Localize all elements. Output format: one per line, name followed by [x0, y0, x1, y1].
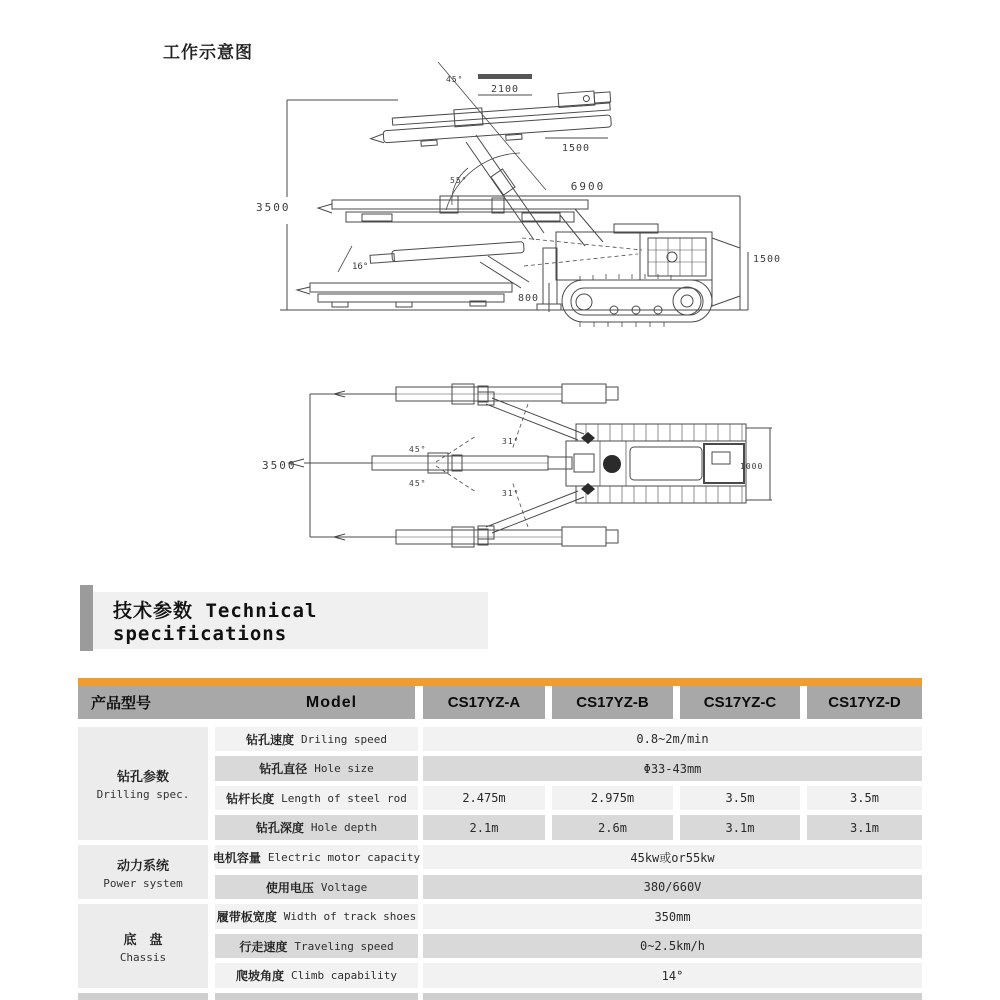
label-cn: 爬坡角度	[236, 969, 285, 983]
spec-value-track-width: 350mm	[423, 904, 922, 929]
label-en: Climb capability	[291, 969, 397, 982]
angle-label-45-side: 45°	[446, 75, 464, 84]
model-header-en: Model	[305, 693, 358, 711]
category-cell-drilling	[78, 727, 208, 840]
label-en: Length of steel rod	[281, 791, 407, 805]
label-cn: 行走速度	[239, 939, 288, 954]
label-en: Hole size	[314, 762, 374, 775]
partial-row-category	[78, 993, 208, 1000]
label-en: Driling speed	[300, 732, 388, 746]
model-column-header-d: CS17YZ-D	[807, 686, 922, 719]
label-en: Traveling speed	[294, 939, 394, 953]
dimension-label-1000: 1000	[740, 462, 764, 471]
dimension-label-1500-feed: 1500	[561, 143, 591, 154]
label-en: Width of track shoes	[283, 910, 417, 923]
spec-value-hole-depth-c: 3.1m	[680, 815, 800, 840]
label-cn: 电机容量	[212, 850, 261, 865]
angle-label-31-lower: 31°	[502, 489, 520, 498]
model-column-header-b: CS17YZ-B	[552, 686, 673, 719]
model-column-header-a: CS17YZ-A	[423, 686, 545, 719]
spec-value-hole-depth-a: 2.1m	[423, 815, 545, 840]
angle-label-45-upper: 45°	[409, 445, 427, 454]
spec-row-label-rod-length	[215, 786, 418, 810]
angle-label-16: 16°	[352, 262, 369, 272]
spec-value-rod-length-a: 2.475m	[423, 786, 545, 810]
label-cn: 钻孔直径	[259, 762, 308, 776]
spec-row-label-track-width	[215, 904, 418, 929]
label-en: Voltage	[320, 880, 368, 894]
partial-row-value	[423, 993, 922, 1000]
model-column-header-c: CS17YZ-C	[680, 686, 800, 719]
side-view-drawing	[280, 62, 748, 327]
section-heading	[93, 592, 488, 649]
angle-label-55: 55°	[450, 176, 468, 185]
section-heading-bar	[80, 585, 93, 651]
spec-value-traveling-speed: 0~2.5km/h	[423, 934, 922, 958]
spec-row-label-traveling-speed	[215, 934, 418, 958]
spec-value-voltage: 380/660V	[423, 875, 922, 899]
dimension-label-3500-top: 3500	[262, 459, 297, 472]
category-en: Chassis	[119, 950, 167, 964]
spec-value-motor-capacity: 45kw或or55kw	[423, 845, 922, 869]
model-header-cn: 产品型号	[91, 695, 152, 712]
category-cn: 动力系统	[116, 857, 169, 873]
spec-row-label-drilling-speed	[215, 727, 418, 751]
label-en: Electric motor capacity	[267, 850, 421, 864]
dimension-label-1500-right: 1500	[753, 254, 782, 265]
top-view-drawing	[289, 384, 772, 547]
spec-row-label-voltage	[215, 875, 418, 899]
dimension-label-3500-side: 3500	[256, 201, 291, 214]
spec-value-rod-length-c: 3.5m	[680, 786, 800, 810]
spec-row-label-hole-depth	[215, 815, 418, 840]
partial-row-label	[215, 993, 418, 1000]
dimension-label-6900: 6900	[570, 180, 606, 193]
section-heading-text: 技术参数 Technical specifications	[113, 600, 318, 645]
dimension-label-2100: 2100	[490, 84, 520, 95]
diagram-title: 工作示意图	[163, 43, 253, 62]
label-cn: 钻孔深度	[255, 821, 304, 835]
spec-value-hole-depth-d: 3.1m	[807, 815, 922, 840]
label-en: Hole depth	[310, 821, 378, 834]
category-en: Drilling spec.	[96, 788, 190, 801]
dimension-label-800: 800	[518, 293, 540, 304]
label-cn: 钻杆长度	[226, 791, 275, 806]
spec-value-rod-length-d: 3.5m	[807, 786, 922, 810]
model-header-cell	[78, 686, 415, 719]
spec-value-drilling-speed: 0.8~2m/min	[423, 727, 922, 751]
spec-table	[78, 678, 922, 1000]
spec-row-label-hole-size	[215, 756, 418, 781]
category-en: Power system	[103, 876, 183, 890]
spec-value-climb: 14°	[423, 963, 922, 988]
category-cn: 底 盘	[123, 931, 163, 947]
label-cn: 履带板宽度	[216, 910, 277, 924]
label-cn: 使用电压	[265, 880, 314, 895]
category-cell-power	[78, 845, 208, 899]
spec-value-hole-size: Φ33-43mm	[423, 756, 922, 781]
spec-row-label-climb	[215, 963, 418, 988]
spec-row-label-motor-capacity	[212, 845, 421, 869]
spec-value-hole-depth-b: 2.6m	[552, 815, 673, 840]
label-cn: 钻孔速度	[245, 732, 294, 747]
angle-label-45-lower: 45°	[409, 479, 427, 488]
angle-label-31-upper: 31°	[502, 437, 520, 446]
table-header-accent	[78, 678, 922, 686]
category-cell-chassis	[78, 904, 208, 988]
category-cn: 钻孔参数	[116, 769, 169, 784]
spec-value-rod-length-b: 2.975m	[552, 786, 673, 810]
